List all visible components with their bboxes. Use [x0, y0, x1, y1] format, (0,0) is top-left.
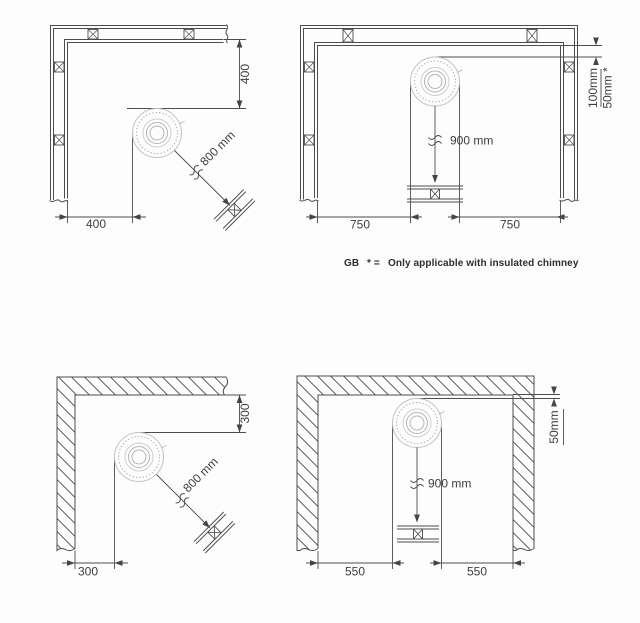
- wall-break: [226, 25, 228, 44]
- dimension-label-vertical: 400: [238, 63, 252, 85]
- dimension-label-height: 900 mm: [450, 133, 494, 148]
- extension-lines: [75, 395, 246, 569]
- note-text: Only applicable with insulated chimney: [388, 258, 579, 269]
- arrow-down-icon: [237, 101, 243, 109]
- dimension-label-gap: 50mm: [547, 410, 561, 444]
- diagram-recess-stud-wall: [300, 26, 615, 232]
- stud-block: [184, 30, 194, 40]
- arrow-left-icon: [513, 560, 521, 566]
- arrow-left-icon: [115, 560, 123, 566]
- extension-lines: [318, 423, 513, 569]
- dimension-label-vertical: 300: [238, 403, 252, 424]
- dimension-label-gap-2: 50mm *: [600, 67, 615, 109]
- stud-wall-corner: [50, 25, 228, 202]
- arrow-up-icon: [237, 395, 243, 403]
- stud-block: [343, 30, 353, 43]
- dimension-label-left: 550: [344, 564, 366, 579]
- stud-block: [88, 30, 98, 40]
- dimension-label-right: 750: [499, 217, 521, 232]
- stud-block: [55, 62, 65, 72]
- arrow-up-icon: [551, 399, 557, 407]
- arrow-left-icon: [393, 560, 401, 566]
- extension-lines: [68, 40, 247, 224]
- stud-block: [527, 30, 537, 43]
- dimension-label-diagonal: 800 mm: [180, 454, 221, 496]
- gap-reference-lines: [435, 46, 602, 108]
- arrow-up-icon: [593, 57, 599, 65]
- dimension-label-gap-1: 100mm: [586, 67, 600, 109]
- dimension-label-horizontal: 400: [85, 217, 107, 231]
- masonry-wall-recess: [297, 376, 534, 551]
- arrow-right-icon: [310, 560, 318, 566]
- flue-pipe-top-view: [115, 433, 167, 482]
- dimension-label-diagonal: 800 mm: [197, 128, 238, 169]
- note-insulated-chimney: [344, 258, 579, 269]
- stud-wall-recess: [300, 26, 579, 202]
- wall-break: [50, 200, 69, 202]
- arrow-right-icon: [310, 214, 318, 220]
- arrow-down-icon: [414, 515, 420, 523]
- arrow-left-icon: [133, 214, 141, 220]
- dimension-label-horizontal: 300: [77, 564, 99, 579]
- arrow-up-icon: [237, 40, 243, 48]
- hearth-symbol: [407, 186, 463, 202]
- arrow-right-icon: [60, 214, 68, 220]
- arrow-down-icon: [432, 175, 438, 183]
- diagram-corner-masonry-wall: [57, 377, 252, 579]
- flue-pipe-top-view: [133, 109, 185, 158]
- note-reference-mark: * =: [367, 258, 380, 269]
- flue-pipe-top-view: [411, 57, 463, 106]
- gap-reference-lines: [417, 395, 564, 446]
- diagram-recess-masonry-wall: [297, 376, 564, 579]
- dimension-label-left: 750: [349, 217, 371, 232]
- arrow-right-icon: [434, 560, 442, 566]
- arrow-down-icon: [551, 387, 557, 395]
- diagram-corner-stud-wall: [50, 25, 256, 232]
- wall-break: [300, 199, 319, 201]
- stud-block: [565, 135, 575, 145]
- arrow-down-icon: [593, 38, 599, 46]
- arrow-right-icon: [452, 214, 460, 220]
- flue-pipe-top-view: [393, 399, 445, 448]
- stud-block: [55, 135, 65, 145]
- stud-block: [305, 62, 315, 72]
- stud-block: [305, 135, 315, 145]
- hearth-symbol: [397, 526, 439, 542]
- dimension-label-height: 900 mm: [428, 476, 472, 491]
- wall-break: [560, 199, 579, 201]
- dimension-label-right: 550: [466, 564, 488, 579]
- stud-block: [565, 62, 575, 72]
- arrow-left-icon: [411, 214, 419, 220]
- note-region-code: GB: [344, 258, 360, 269]
- arrow-down-icon: [237, 425, 243, 433]
- arrow-right-icon: [67, 560, 75, 566]
